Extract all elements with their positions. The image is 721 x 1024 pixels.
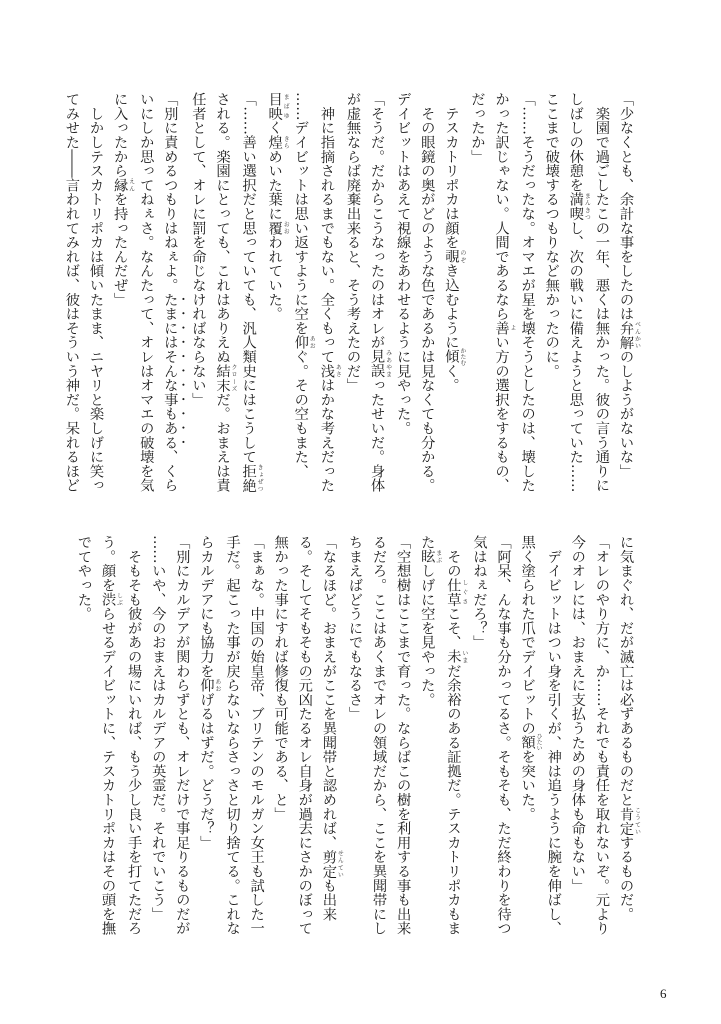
text-column: そもそも彼があの場にいれば、もう少し良い手を打てただろ bbox=[126, 535, 143, 936]
text-column: 「……そうだったな。オマエが星を壊そうとしたのは、壊した bbox=[519, 92, 536, 493]
ruby-annotation: 浅 あさ bbox=[318, 363, 342, 379]
ruby-annotation: 覗 のぞ bbox=[443, 249, 466, 264]
text-column: 「なるほど。おまえがここを異聞帯と認めれば、剪定 せんていも出来 bbox=[320, 535, 344, 922]
text-column: テスカトリポカは顔を覗 のぞき込むように傾 かたむく。 bbox=[443, 92, 466, 393]
text-column: 「少なくとも、余計な事をしたのは弁解 べんかいのしようがないな」 bbox=[618, 92, 641, 479]
text-column: 「空想樹はここまで育った。ならばこの樹を利用する事も出来 bbox=[395, 535, 412, 936]
ruby-annotation: 煌 きら bbox=[266, 134, 290, 150]
text-column: に気まぐれ、だが滅亡は必ずあるものだと肯定 こうていするものだ。 bbox=[618, 535, 641, 922]
text-column: 目映 まばゆく煌 きらめいた葉に覆 おおわれていた。 bbox=[266, 92, 290, 321]
text-column: 「まぁな。中国の始皇帝、ブリテンのモルガン女王も試した一 bbox=[248, 535, 265, 936]
text-column: るだろ。ここはあくまでオレの領域だから、ここを異聞帯にし bbox=[371, 535, 388, 936]
text-column: しかしテスカトリポカは傾いたまま、ニヤリと楽しげに笑っ bbox=[88, 92, 105, 493]
ruby-annotation: 見誤 みあやま bbox=[369, 349, 392, 379]
text-column: その仕草 しぐさこそ、未 いまだ余裕のある証拠だ。テスカトリポカもま bbox=[445, 535, 468, 936]
text-column: でてやった。 bbox=[75, 535, 92, 621]
text-block-lower bbox=[72, 535, 640, 945]
ruby-annotation: 肯定 こうてい bbox=[618, 806, 641, 836]
text-column: らカルデアにも協力を仰 あおげるはずだ。どうだ？」 bbox=[198, 535, 221, 850]
text-column: かった訳じゃない。人間であるなら善 よい方の選択をするもの、 bbox=[493, 92, 517, 493]
ruby-annotation: 仕草 しぐさ bbox=[445, 577, 468, 607]
ruby-annotation: 額 ひたい bbox=[519, 733, 543, 752]
text-column: 手だ。起こった事が戻らないならさっさと切り捨てる。これな bbox=[224, 535, 241, 936]
ruby-annotation: 目映 まばゆ bbox=[266, 92, 290, 121]
text-column: 「……善い選択だと思っていても、汎人類史にはこうして拒絶 きょぜつ bbox=[240, 92, 264, 493]
ruby-annotation: 剪定 せんてい bbox=[320, 849, 344, 879]
ruby-annotation: 拒絶 きょぜつ bbox=[240, 463, 264, 493]
text-column: しばしの休憩を満喫 まんきつし、次の戦いに備えようと思っていた…… bbox=[567, 92, 591, 493]
text-column: 今のオレには、おまえに支払うための身体も命もない」 bbox=[569, 535, 586, 893]
text-column: デイビットはあえて視線をあわせるように見やった。 bbox=[395, 92, 412, 436]
text-column: ちまえばどうにでもなるさ」 bbox=[346, 535, 363, 721]
ruby-annotation: 覆 おお bbox=[266, 220, 290, 236]
text-column: ……いや、今のおまえはカルデアの英霊だ。それでいこう」 bbox=[150, 535, 167, 922]
ruby-annotation: 仰 あお bbox=[292, 335, 316, 350]
text-column: ここまで破壊するつもりなど無かったのに。 bbox=[543, 92, 560, 378]
text-column: に入ったから縁 えんを持ったんだぜ」 bbox=[112, 92, 135, 307]
ruby-annotation: 眩 まぶ bbox=[419, 549, 442, 564]
ruby-annotation: 結末 クローズ bbox=[214, 363, 237, 393]
text-column: 「阿呆、んな事も分かってるさ。そもそも、ただ終わりを待つ bbox=[495, 535, 512, 936]
text-column: 黒く塗られた爪でデイビットの額 ひたいを突いた。 bbox=[519, 535, 543, 822]
ruby-annotation: 仰 あお bbox=[198, 678, 221, 693]
text-column: てみせた――言われてみれば、彼はそういう神だ。呆れるほど bbox=[63, 92, 80, 493]
text-block-upper bbox=[60, 92, 640, 492]
ruby-annotation: 弁解 べんかい bbox=[618, 320, 641, 350]
text-column: ……デイビットは思い返すように空を仰 あおぐ。その空もまた、 bbox=[292, 92, 316, 479]
text-column: その眼鏡の奥がどのような色であるかは見なくても分かる。 bbox=[419, 92, 436, 493]
text-column: 気はねぇだろ？」 bbox=[471, 535, 488, 650]
text-column: 楽園で過ごしたこの一年、悪くは無かった。彼の言う通りに bbox=[593, 92, 610, 493]
text-column: いにしか思ってねぇさ。なんたって、オレはオマエの破壊を気 bbox=[138, 92, 155, 493]
text-column: た眩 まぶしげに空を見やった。 bbox=[419, 535, 442, 707]
text-column: 任者として、オレに罰を命じなければならない」 bbox=[190, 92, 207, 407]
ruby-annotation: 傾 かたむ bbox=[443, 347, 466, 366]
ruby-annotation: 縁 えん bbox=[112, 177, 135, 193]
text-column: が虚無ならば廃棄出来ると、そう考えたのだ」 bbox=[344, 92, 361, 393]
emphasis-dots: たまにはそんな事もある bbox=[162, 292, 179, 450]
ruby-annotation: 満喫 まんきつ bbox=[567, 192, 591, 221]
text-column: る。そしてそもそもの元凶たるオレ自身が過去にさかのぼって bbox=[296, 535, 313, 936]
text-column: 神に指摘されるまでもない。全くもって浅 あさはかな考えだった bbox=[318, 92, 342, 493]
text-column: される。楽園にとっても、これはありえぬ結末 クローズだ。おまえは責 bbox=[214, 92, 237, 493]
text-column: だったか」 bbox=[469, 92, 486, 164]
text-column: 「別に責めるつもりはねぇよ。たまにはそんな事もある、くら bbox=[162, 92, 179, 493]
text-column: 「オレのやり方に、か……それでも責任を取れないぞ。元より bbox=[593, 535, 610, 936]
ruby-annotation: 渋 しぶ bbox=[100, 592, 123, 607]
ruby-annotation: 未 いま bbox=[445, 649, 468, 664]
text-column: 「別にカルデアが関わらずとも、オレだけで事足りるものだが bbox=[174, 535, 191, 936]
text-column: う。顔を渋 しぶらせるデイビットに、テスカトリポカはその頭を撫 bbox=[100, 535, 123, 936]
text-column: 「そうだ。だからこうなったのはオレが見誤 みあやまったせいだ。身体 bbox=[369, 92, 392, 493]
text-column: 無かった事にすれば修復も可能である、と」 bbox=[272, 535, 289, 821]
ruby-annotation: 善 よ bbox=[493, 320, 517, 336]
text-column: デイビットはつい身を引くが、神は追うように腕を伸ばし、 bbox=[545, 535, 562, 936]
page-number: 6 bbox=[660, 986, 667, 1001]
